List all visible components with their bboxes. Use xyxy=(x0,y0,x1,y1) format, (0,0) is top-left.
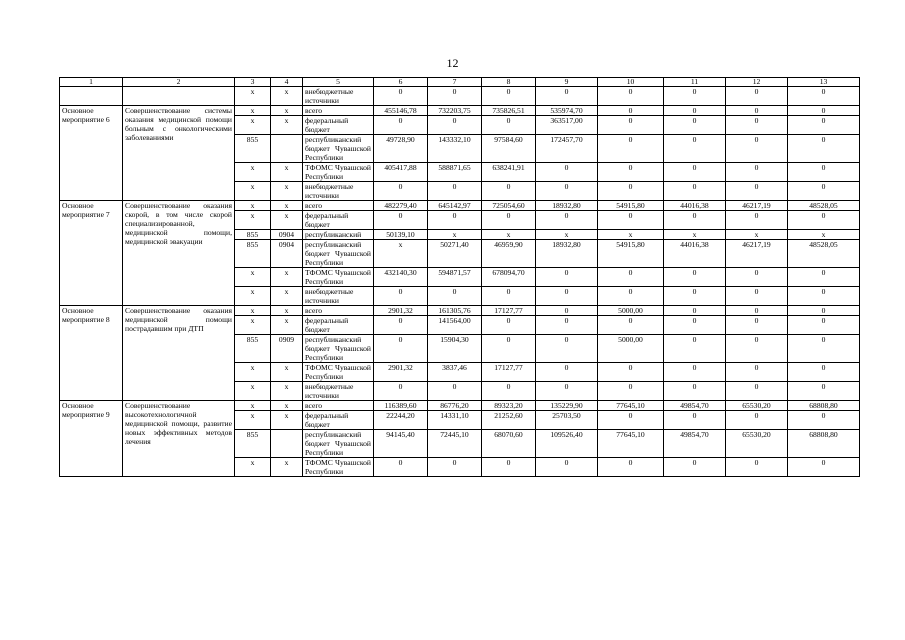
value-cell: 0 xyxy=(726,135,788,163)
header-cell: 1 xyxy=(60,78,123,87)
value-cell: х xyxy=(374,240,428,268)
value-cell: 44016,38 xyxy=(664,201,726,211)
value-cell: 143332,10 xyxy=(428,135,482,163)
value-cell: х xyxy=(235,458,271,477)
value-cell: 68808,80 xyxy=(788,430,860,458)
value-cell: 0 xyxy=(598,211,664,230)
value-cell: 0 xyxy=(664,106,726,116)
budget-table xyxy=(59,77,860,477)
value-cell: 0 xyxy=(482,116,536,135)
value-cell: х xyxy=(271,201,303,211)
value-cell: 94145,40 xyxy=(374,430,428,458)
header-cell: 13 xyxy=(788,78,860,87)
value-cell: 0 xyxy=(482,458,536,477)
header-cell: 9 xyxy=(536,78,598,87)
value-cell: 0909 xyxy=(271,335,303,363)
value-cell: 405417,88 xyxy=(374,163,428,182)
event-name-cell xyxy=(60,87,123,106)
value-cell: 0 xyxy=(664,163,726,182)
value-cell: 0 xyxy=(598,268,664,287)
value-cell: 0 xyxy=(374,382,428,401)
value-cell: 0 xyxy=(374,87,428,106)
value-cell: 46959,90 xyxy=(482,240,536,268)
value-cell: 678094,70 xyxy=(482,268,536,287)
value-cell: х xyxy=(235,163,271,182)
value-cell: 46217,19 xyxy=(726,240,788,268)
value-cell: х xyxy=(271,182,303,201)
value-cell: 44016,38 xyxy=(664,240,726,268)
value-cell: 0 xyxy=(664,363,726,382)
value-cell: 21252,60 xyxy=(482,411,536,430)
source-cell: республиканский xyxy=(303,230,374,240)
value-cell: 0 xyxy=(664,87,726,106)
value-cell: 68070,60 xyxy=(482,430,536,458)
value-cell: 86776,20 xyxy=(428,401,482,411)
value-cell: х xyxy=(598,230,664,240)
value-cell: 89323,20 xyxy=(482,401,536,411)
value-cell: 0 xyxy=(428,116,482,135)
value-cell: 0 xyxy=(428,182,482,201)
value-cell: 49854,70 xyxy=(664,401,726,411)
value-cell: 48528,05 xyxy=(788,201,860,211)
value-cell: 0 xyxy=(788,211,860,230)
value-cell: 0 xyxy=(482,316,536,335)
value-cell: 0 xyxy=(428,458,482,477)
source-cell: всего xyxy=(303,401,374,411)
value-cell: 0 xyxy=(598,182,664,201)
value-cell: 0 xyxy=(482,287,536,306)
value-cell: 161305,76 xyxy=(428,306,482,316)
value-cell: 97584,60 xyxy=(482,135,536,163)
value-cell: 725054,60 xyxy=(482,201,536,211)
value-cell: х xyxy=(271,382,303,401)
value-cell: 855 xyxy=(235,230,271,240)
value-cell: 432140,30 xyxy=(374,268,428,287)
source-cell: всего xyxy=(303,306,374,316)
value-cell: х xyxy=(235,87,271,106)
value-cell: 0904 xyxy=(271,240,303,268)
value-cell: х xyxy=(235,382,271,401)
page-number: 12 xyxy=(446,56,459,70)
value-cell: х xyxy=(271,316,303,335)
value-cell: 0 xyxy=(788,287,860,306)
table-row xyxy=(60,306,860,316)
value-cell: 0 xyxy=(726,211,788,230)
value-cell: х xyxy=(271,87,303,106)
value-cell: х xyxy=(271,163,303,182)
value-cell: х xyxy=(271,458,303,477)
value-cell: 0 xyxy=(726,306,788,316)
value-cell: 0 xyxy=(482,335,536,363)
value-cell: 0 xyxy=(482,87,536,106)
value-cell: 0 xyxy=(664,211,726,230)
source-cell: федеральный бюджет xyxy=(303,316,374,335)
value-cell: 0 xyxy=(788,87,860,106)
value-cell: 645142,97 xyxy=(428,201,482,211)
value-cell: 46217,19 xyxy=(726,201,788,211)
value-cell: 135229,90 xyxy=(536,401,598,411)
value-cell: 0 xyxy=(536,363,598,382)
value-cell: 0 xyxy=(598,363,664,382)
value-cell: 50139,10 xyxy=(374,230,428,240)
value-cell: 0 xyxy=(726,87,788,106)
event-desc-cell: Совершенствование оказания скорой, в том числе скорой специализированной, медицинской помощи, медицинской эвакуации xyxy=(123,201,235,306)
value-cell: 735826,51 xyxy=(482,106,536,116)
value-cell: 0 xyxy=(664,382,726,401)
table-row xyxy=(60,87,860,106)
value-cell: х xyxy=(271,211,303,230)
value-cell: 0 xyxy=(536,335,598,363)
value-cell: 0 xyxy=(598,87,664,106)
value-cell: х xyxy=(271,411,303,430)
value-cell: х xyxy=(235,106,271,116)
value-cell: 0 xyxy=(788,411,860,430)
value-cell: 0 xyxy=(788,106,860,116)
value-cell: х xyxy=(235,116,271,135)
value-cell: 0 xyxy=(726,316,788,335)
value-cell: 0 xyxy=(726,458,788,477)
header-cell: 12 xyxy=(726,78,788,87)
value-cell: 49854,70 xyxy=(664,430,726,458)
value-cell: 49728,90 xyxy=(374,135,428,163)
value-cell: 0 xyxy=(536,382,598,401)
value-cell: х xyxy=(235,401,271,411)
value-cell: 0 xyxy=(536,458,598,477)
value-cell: 0 xyxy=(598,411,664,430)
value-cell: 65530,20 xyxy=(726,430,788,458)
value-cell: 0 xyxy=(726,411,788,430)
value-cell: 855 xyxy=(235,135,271,163)
value-cell: 25703,50 xyxy=(536,411,598,430)
value-cell: х xyxy=(235,201,271,211)
value-cell: х xyxy=(271,401,303,411)
value-cell: 172457,70 xyxy=(536,135,598,163)
value-cell: х xyxy=(271,106,303,116)
source-cell: внебюджетные источники xyxy=(303,382,374,401)
event-name-cell: Основное мероприятие 7 xyxy=(60,201,123,306)
value-cell: 0 xyxy=(428,87,482,106)
value-cell: 15904,30 xyxy=(428,335,482,363)
header-cell: 2 xyxy=(123,78,235,87)
value-cell: 0 xyxy=(726,363,788,382)
value-cell: 0 xyxy=(598,382,664,401)
value-cell: 0 xyxy=(726,106,788,116)
value-cell: 0 xyxy=(374,316,428,335)
value-cell: 0 xyxy=(726,182,788,201)
value-cell: х xyxy=(235,363,271,382)
value-cell: 2901,32 xyxy=(374,363,428,382)
value-cell: х xyxy=(788,230,860,240)
value-cell: 0 xyxy=(726,287,788,306)
value-cell: 0 xyxy=(598,458,664,477)
value-cell: х xyxy=(271,306,303,316)
value-cell: х xyxy=(235,182,271,201)
value-cell: 0 xyxy=(788,182,860,201)
source-cell: республиканский бюджет Чувашской Республики xyxy=(303,240,374,268)
value-cell: 0 xyxy=(788,116,860,135)
header-cell: 10 xyxy=(598,78,664,87)
value-cell: 0 xyxy=(482,211,536,230)
source-cell: ТФОМС Чувашской Республики xyxy=(303,458,374,477)
value-cell: 77645,10 xyxy=(598,430,664,458)
value-cell: 65530,20 xyxy=(726,401,788,411)
value-cell: х xyxy=(235,316,271,335)
value-cell: 0 xyxy=(598,287,664,306)
value-cell: 48528,05 xyxy=(788,240,860,268)
value-cell: 3837,46 xyxy=(428,363,482,382)
header-cell: 3 xyxy=(235,78,271,87)
value-cell: х xyxy=(271,363,303,382)
value-cell: 0 xyxy=(788,458,860,477)
value-cell: х xyxy=(482,230,536,240)
value-cell: 0904 xyxy=(271,230,303,240)
value-cell: 0 xyxy=(374,335,428,363)
value-cell: 0 xyxy=(428,287,482,306)
value-cell: 594871,57 xyxy=(428,268,482,287)
source-cell: республиканский бюджет Чувашской Республики xyxy=(303,335,374,363)
value-cell: 0 xyxy=(788,335,860,363)
table-row xyxy=(60,401,860,411)
value-cell: 0 xyxy=(374,211,428,230)
header-cell: 5 xyxy=(303,78,374,87)
value-cell: 0 xyxy=(664,458,726,477)
value-cell: 18932,80 xyxy=(536,201,598,211)
value-cell xyxy=(271,430,303,458)
value-cell: 0 xyxy=(536,211,598,230)
value-cell: х xyxy=(271,116,303,135)
source-cell: республиканский бюджет Чувашской Республики xyxy=(303,135,374,163)
value-cell: 0 xyxy=(788,316,860,335)
value-cell: 0 xyxy=(536,87,598,106)
value-cell: 732203,75 xyxy=(428,106,482,116)
value-cell: 116389,60 xyxy=(374,401,428,411)
value-cell: х xyxy=(235,306,271,316)
value-cell: 535974,70 xyxy=(536,106,598,116)
value-cell: 0 xyxy=(598,163,664,182)
table-row xyxy=(60,201,860,211)
value-cell: х xyxy=(235,211,271,230)
value-cell: 0 xyxy=(374,287,428,306)
value-cell: 0 xyxy=(664,335,726,363)
source-cell: внебюджетные источники xyxy=(303,87,374,106)
value-cell: 0 xyxy=(598,106,664,116)
value-cell: 363517,00 xyxy=(536,116,598,135)
value-cell: 588871,65 xyxy=(428,163,482,182)
value-cell: 0 xyxy=(664,287,726,306)
value-cell: 0 xyxy=(788,135,860,163)
value-cell: 0 xyxy=(482,182,536,201)
value-cell: 0 xyxy=(482,382,536,401)
value-cell: 0 xyxy=(664,116,726,135)
value-cell: 0 xyxy=(664,411,726,430)
value-cell: 0 xyxy=(788,363,860,382)
source-cell: внебюджетные источники xyxy=(303,182,374,201)
value-cell: 17127,77 xyxy=(482,306,536,316)
value-cell: 0 xyxy=(726,335,788,363)
value-cell: 0 xyxy=(664,268,726,287)
value-cell: 54915,80 xyxy=(598,201,664,211)
header-cell: 8 xyxy=(482,78,536,87)
value-cell: х xyxy=(428,230,482,240)
value-cell: 638241,91 xyxy=(482,163,536,182)
value-cell: 0 xyxy=(428,382,482,401)
value-cell: 0 xyxy=(598,116,664,135)
value-cell: 0 xyxy=(598,135,664,163)
value-cell: 18932,80 xyxy=(536,240,598,268)
header-cell: 6 xyxy=(374,78,428,87)
source-cell: ТФОМС Чувашской Республики xyxy=(303,363,374,382)
value-cell: х xyxy=(235,411,271,430)
event-name-cell: Основное мероприятие 9 xyxy=(60,401,123,477)
value-cell: 0 xyxy=(664,306,726,316)
source-cell: ТФОМС Чувашской Республики xyxy=(303,268,374,287)
header-row xyxy=(60,78,860,87)
source-cell: ТФОМС Чувашской Республики xyxy=(303,163,374,182)
source-cell: республиканский бюджет Чувашской Республики xyxy=(303,430,374,458)
value-cell: 0 xyxy=(726,163,788,182)
value-cell: 0 xyxy=(788,382,860,401)
value-cell: х xyxy=(235,268,271,287)
event-desc-cell: Совершенствование высокотехнологичной медицинской помощи, развитие новых эффективных методов лечения xyxy=(123,401,235,477)
value-cell: 0 xyxy=(788,306,860,316)
value-cell: х xyxy=(726,230,788,240)
source-cell: федеральный бюджет xyxy=(303,116,374,135)
source-cell: федеральный бюджет xyxy=(303,211,374,230)
event-desc-cell: Совершенствование системы оказания медицинской помощи больным с онкологическими заболеваниями xyxy=(123,106,235,201)
value-cell: 0 xyxy=(788,268,860,287)
source-cell: федеральный бюджет xyxy=(303,411,374,430)
value-cell: 455146,78 xyxy=(374,106,428,116)
value-cell: 0 xyxy=(664,135,726,163)
value-cell: 855 xyxy=(235,430,271,458)
value-cell: 17127,77 xyxy=(482,363,536,382)
source-cell: всего xyxy=(303,201,374,211)
header-cell: 4 xyxy=(271,78,303,87)
value-cell: 0 xyxy=(788,163,860,182)
event-name-cell: Основное мероприятие 6 xyxy=(60,106,123,201)
value-cell: 0 xyxy=(726,116,788,135)
header-cell: 7 xyxy=(428,78,482,87)
value-cell: х xyxy=(271,268,303,287)
value-cell: х xyxy=(271,287,303,306)
value-cell: 0 xyxy=(374,116,428,135)
value-cell: х xyxy=(235,287,271,306)
value-cell: 0 xyxy=(536,182,598,201)
value-cell: 72445,10 xyxy=(428,430,482,458)
value-cell: 482279,40 xyxy=(374,201,428,211)
value-cell: 0 xyxy=(428,211,482,230)
table-row xyxy=(60,106,860,116)
value-cell: 5000,00 xyxy=(598,306,664,316)
value-cell: 2901,32 xyxy=(374,306,428,316)
value-cell: 0 xyxy=(726,268,788,287)
value-cell: 141564,00 xyxy=(428,316,482,335)
value-cell: 855 xyxy=(235,335,271,363)
value-cell: 14331,10 xyxy=(428,411,482,430)
value-cell: х xyxy=(664,230,726,240)
value-cell: 0 xyxy=(374,182,428,201)
value-cell: 0 xyxy=(536,163,598,182)
value-cell: 0 xyxy=(536,316,598,335)
value-cell: 5000,00 xyxy=(598,335,664,363)
value-cell: 0 xyxy=(536,287,598,306)
header-cell: 11 xyxy=(664,78,726,87)
value-cell: 0 xyxy=(598,316,664,335)
event-desc-cell: Совершенствование оказания медицинской помощи пострадавшим при ДТП xyxy=(123,306,235,401)
event-desc-cell xyxy=(123,87,235,106)
value-cell: 77645,10 xyxy=(598,401,664,411)
value-cell: 0 xyxy=(374,458,428,477)
source-cell: внебюджетные источники xyxy=(303,287,374,306)
value-cell: 0 xyxy=(536,306,598,316)
value-cell: 855 xyxy=(235,240,271,268)
value-cell: 0 xyxy=(664,182,726,201)
event-name-cell: Основное мероприятие 8 xyxy=(60,306,123,401)
value-cell: х xyxy=(536,230,598,240)
value-cell: 0 xyxy=(536,268,598,287)
value-cell: 68808,80 xyxy=(788,401,860,411)
source-cell: всего xyxy=(303,106,374,116)
value-cell: 54915,80 xyxy=(598,240,664,268)
value-cell: 50271,40 xyxy=(428,240,482,268)
value-cell: 22244,20 xyxy=(374,411,428,430)
value-cell: 109526,40 xyxy=(536,430,598,458)
value-cell: 0 xyxy=(664,316,726,335)
value-cell xyxy=(271,135,303,163)
value-cell: 0 xyxy=(726,382,788,401)
